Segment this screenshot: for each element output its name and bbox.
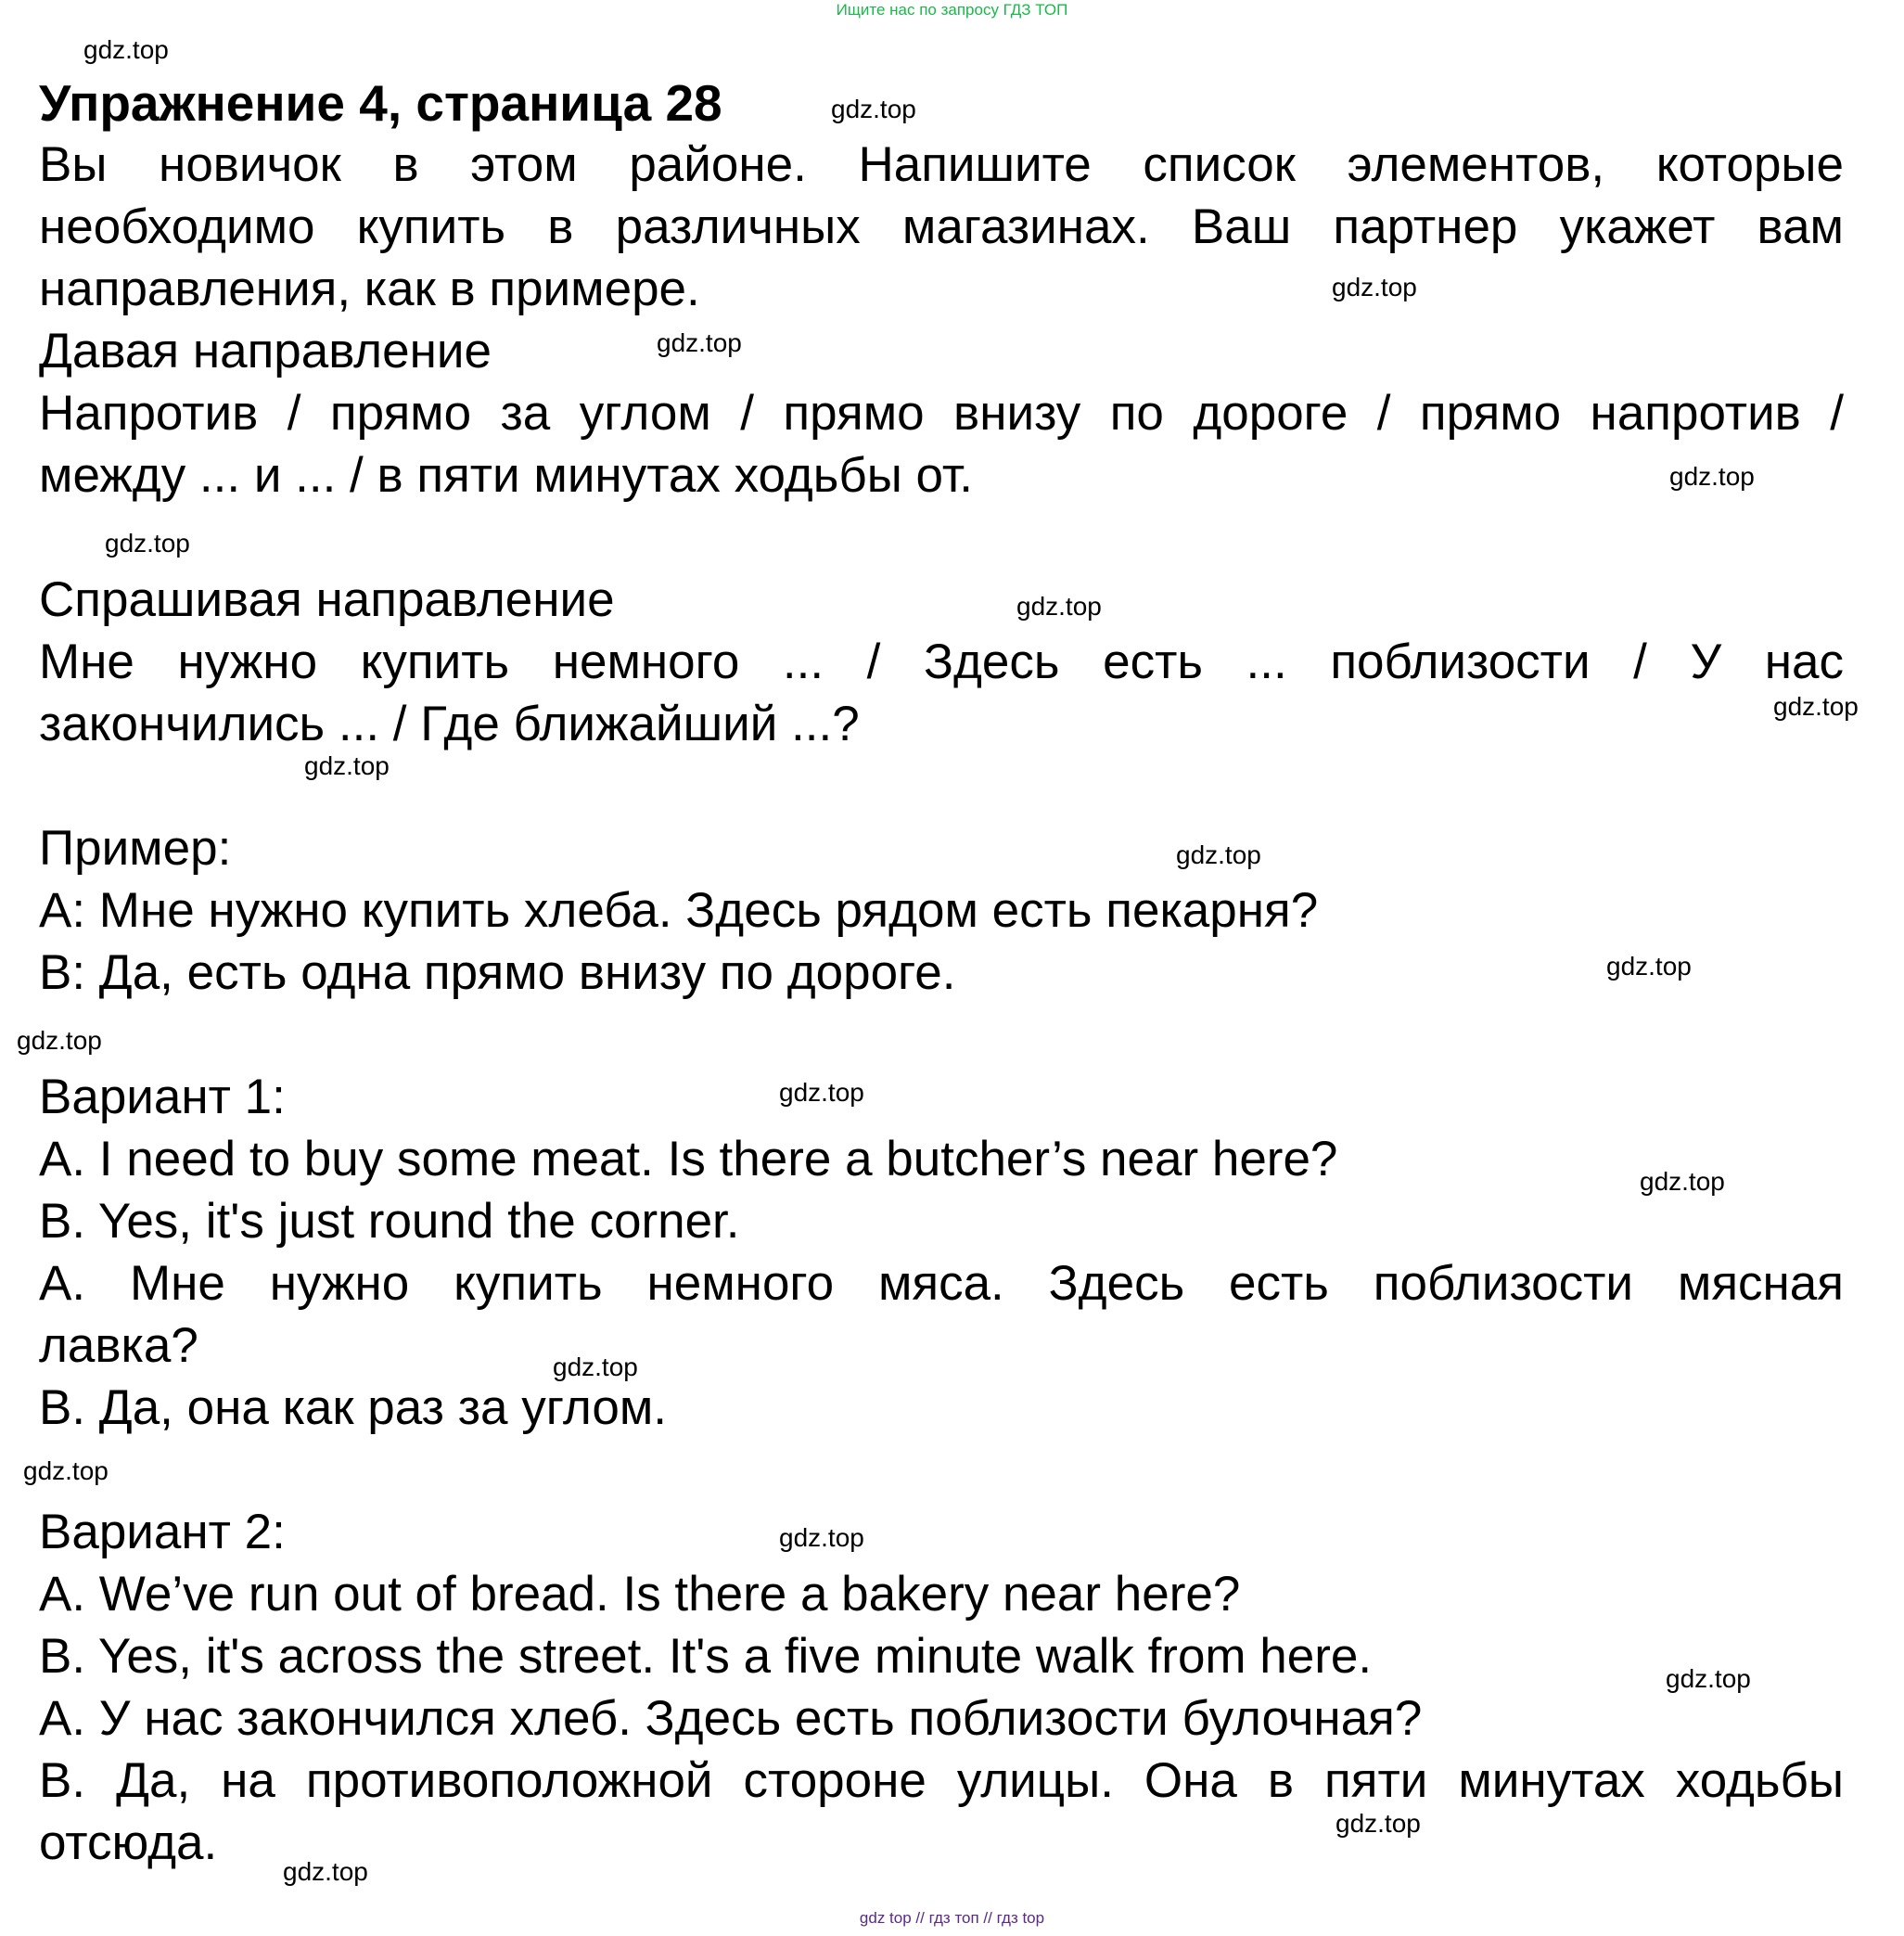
watermark: gdz.top xyxy=(105,529,190,558)
variant2-line-2: B. Yes, it's across the street. It's a five minute walk from here. xyxy=(39,1629,1373,1684)
variant2-line-1: A. We’ve run out of bread. Is there a bakery near here? xyxy=(39,1567,1241,1622)
asking-heading: Спрашивая направление xyxy=(39,572,615,627)
intro-line-3: направления, как в примере. xyxy=(39,262,700,316)
variant1-line-1: A. I need to buy some meat. Is there a butcher’s near here? xyxy=(39,1132,1338,1186)
giving-line-2: между ... и ... / в пяти минутах ходьбы от. xyxy=(39,448,973,503)
example-line-1: А: Мне нужно купить хлеба. Здесь рядом есть пекарня? xyxy=(39,883,1319,938)
intro-line-1: Вы новичок в этом районе. Напишите список элементов, которые xyxy=(39,137,1844,192)
watermark: gdz.top xyxy=(1016,592,1102,621)
watermark: gdz.top xyxy=(83,35,169,64)
page-title: Упражнение 4, страница 28 xyxy=(39,74,722,132)
example-heading: Пример: xyxy=(39,821,232,876)
variant2-line-4: В. Да, на противоположной стороне улицы. Она в пяти минутах ходьбы xyxy=(39,1753,1844,1808)
watermark: gdz.top xyxy=(553,1353,638,1381)
intro-line-2: необходимо купить в различных магазинах. Ваш партнер укажет вам xyxy=(39,199,1844,254)
watermark: gdz.top xyxy=(779,1078,864,1107)
watermark: gdz.top xyxy=(1335,1809,1421,1838)
watermark: gdz.top xyxy=(1332,273,1417,301)
top-banner: Ищите нас по запросу ГДЗ ТОП xyxy=(836,1,1068,19)
bottom-banner: gdz top // гдз топ // гдз top xyxy=(859,1909,1045,1927)
asking-line-2: закончились ... / Где ближайший ...? xyxy=(39,697,860,751)
variant1-line-5: В. Да, она как раз за углом. xyxy=(39,1380,668,1435)
variant2-line-5: отсюда. xyxy=(39,1815,218,1870)
watermark: gdz.top xyxy=(304,751,390,780)
watermark: gdz.top xyxy=(1176,840,1261,869)
watermark: gdz.top xyxy=(283,1857,368,1886)
watermark: gdz.top xyxy=(17,1026,102,1055)
watermark: gdz.top xyxy=(1640,1167,1725,1196)
watermark: gdz.top xyxy=(23,1456,109,1485)
variant1-line-2: B. Yes, it's just round the corner. xyxy=(39,1194,740,1249)
variant1-heading: Вариант 1: xyxy=(39,1070,286,1124)
watermark: gdz.top xyxy=(831,95,916,123)
giving-heading: Давая направление xyxy=(39,324,492,378)
giving-line-1: Напротив / прямо за углом / прямо внизу по дороге / прямо напротив / xyxy=(39,386,1844,441)
variant1-line-3: А. Мне нужно купить немного мяса. Здесь есть поблизости мясная xyxy=(39,1256,1844,1311)
watermark: gdz.top xyxy=(657,328,742,357)
watermark: gdz.top xyxy=(1669,462,1755,491)
example-line-2: В: Да, есть одна прямо внизу по дороге. xyxy=(39,945,956,1000)
asking-line-1: Мне нужно купить немного ... / Здесь есть ... поблизости / У нас xyxy=(39,635,1844,689)
variant1-line-4: лавка? xyxy=(39,1318,198,1373)
watermark: gdz.top xyxy=(1666,1664,1751,1693)
variant2-heading: Вариант 2: xyxy=(39,1505,286,1559)
watermark: gdz.top xyxy=(1773,692,1859,721)
watermark: gdz.top xyxy=(1606,952,1692,981)
variant2-line-3: А. У нас закончился хлеб. Здесь есть поблизости булочная? xyxy=(39,1691,1423,1746)
watermark: gdz.top xyxy=(779,1523,864,1552)
